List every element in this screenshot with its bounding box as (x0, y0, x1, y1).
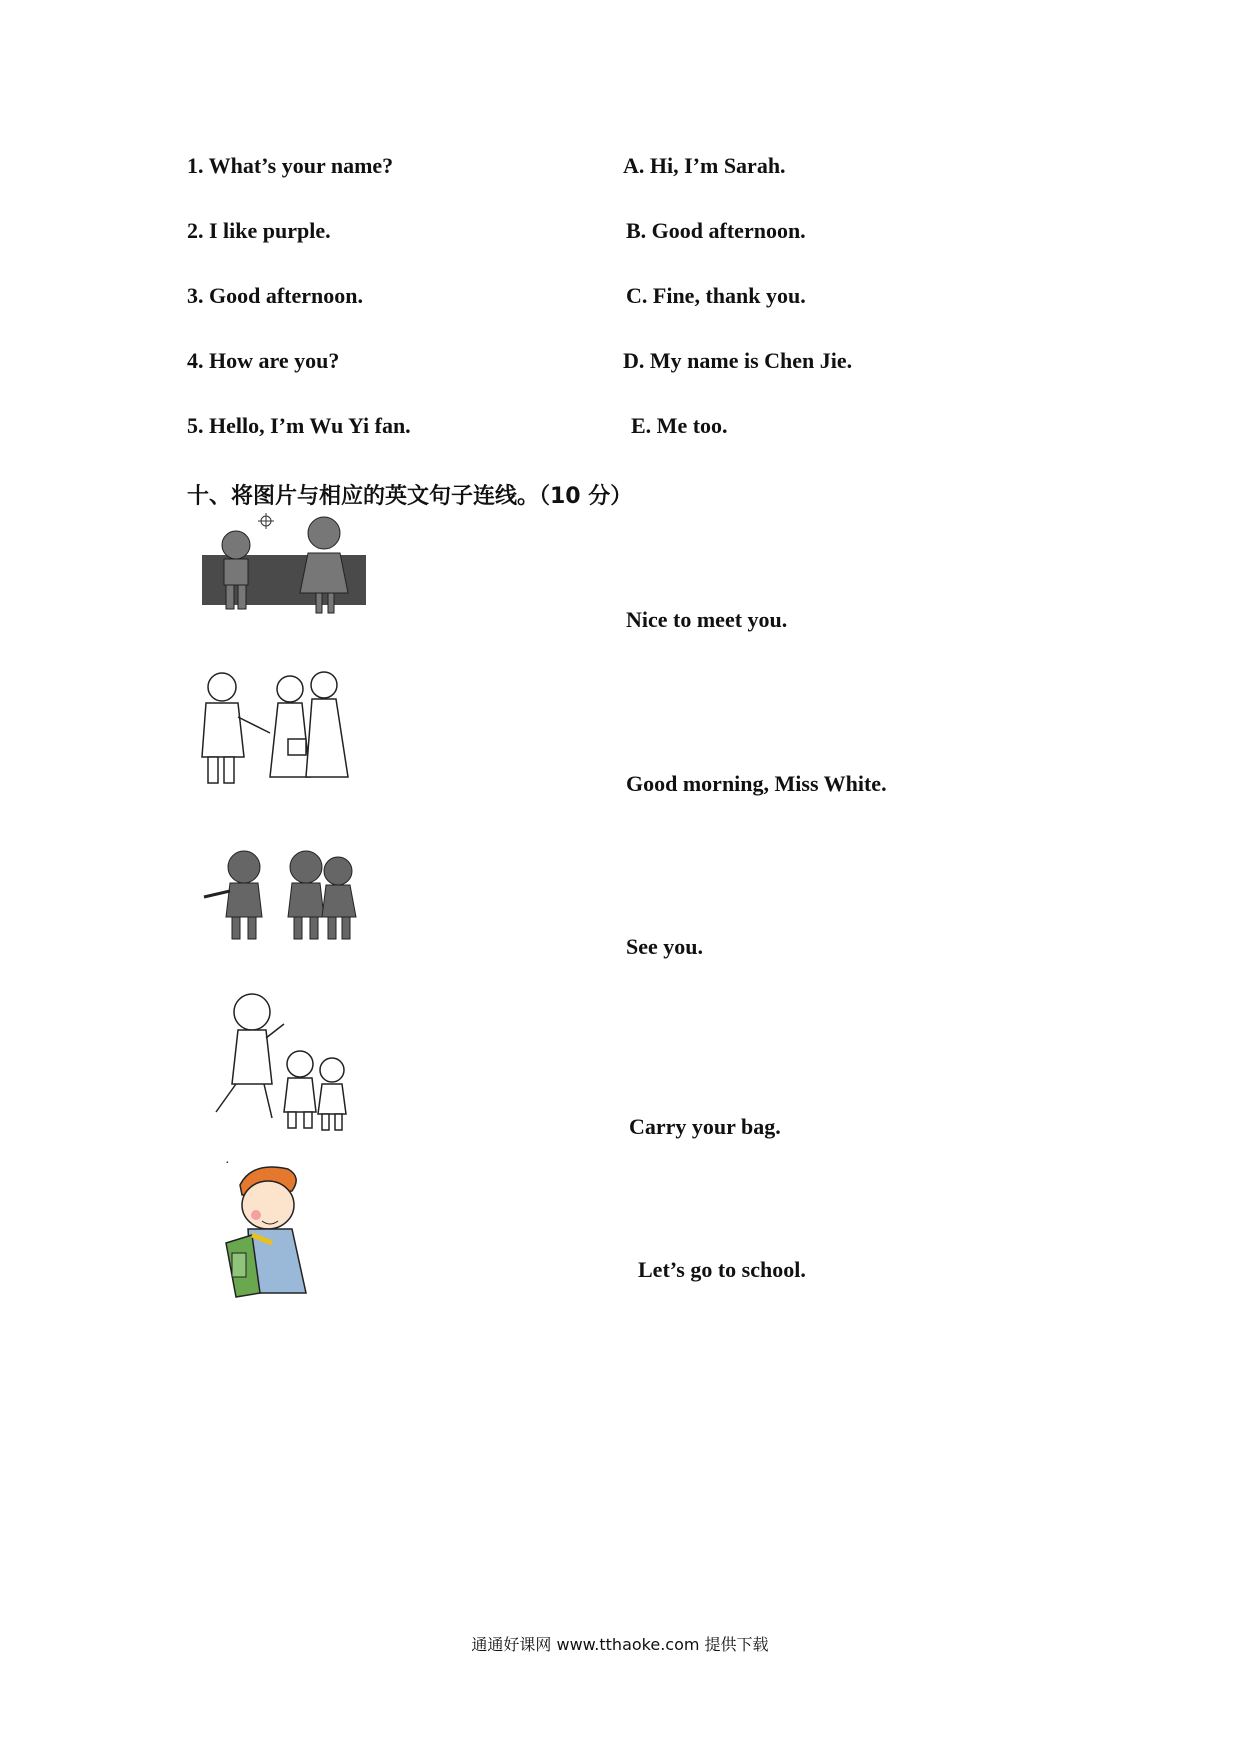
sentence-2: Good morning, Miss White. (626, 771, 887, 796)
section-10-title: 十、将图片与相应的英文句子连线。（10 分） (187, 484, 633, 509)
stray-dot: · (225, 1156, 230, 1171)
answer-c: C. Fine, thank you. (626, 283, 806, 308)
answer-b: B. Good afternoon. (626, 218, 806, 243)
teacher-and-pupils-illustration (202, 988, 358, 1143)
question-2: 2. I like purple. (187, 218, 331, 243)
sentence-1: Nice to meet you. (626, 607, 788, 632)
sentence-4: Carry your bag. (629, 1114, 781, 1139)
children-waving-illustration (200, 845, 370, 950)
question-5: 5. Hello, I’m Wu Yi fan. (187, 413, 411, 438)
question-4: 4. How are you? (187, 348, 340, 373)
question-3: 3. Good afternoon. (187, 283, 363, 308)
answer-d: D. My name is Chen Jie. (623, 348, 853, 373)
man-shaking-hands-illustration (198, 667, 358, 792)
answer-e: E. Me too. (631, 413, 728, 438)
kids-greeting-woman-illustration (198, 513, 370, 623)
footer: 通通好课网 www.tthaoke.com 提供下载 (471, 1635, 769, 1654)
boy-with-backpack-illustration (222, 1163, 327, 1310)
answer-a: A. Hi, I’m Sarah. (623, 153, 786, 178)
sentence-3: See you. (626, 934, 703, 959)
question-1: 1. What’s your name? (187, 153, 394, 178)
sentence-5: Let’s go to school. (638, 1257, 806, 1282)
